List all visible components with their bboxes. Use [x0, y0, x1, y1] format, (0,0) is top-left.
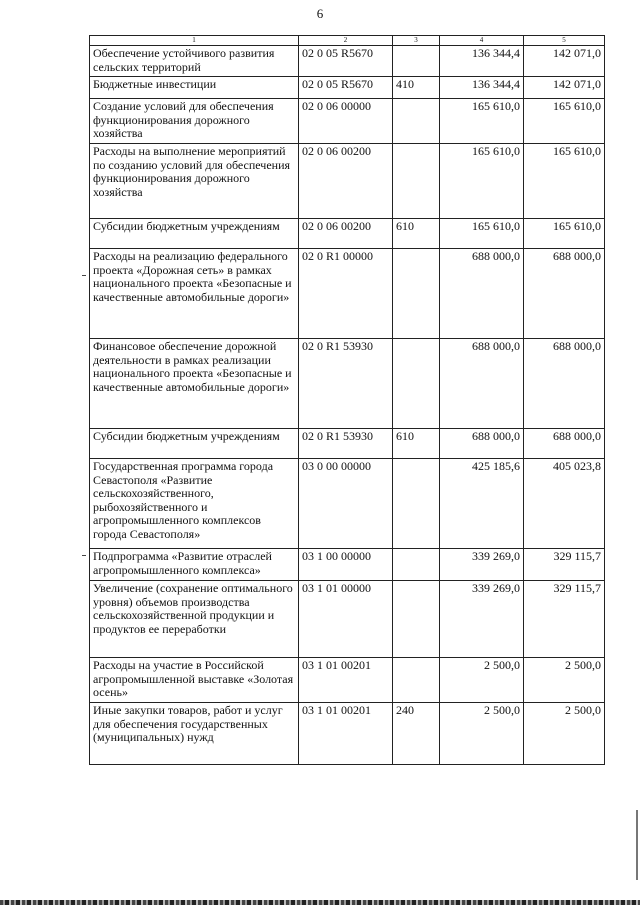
column-header-4: 4 — [440, 36, 524, 46]
expense-type — [393, 46, 440, 77]
amount-year-2: 688 000,0 — [524, 249, 605, 339]
target-code: 02 0 05 R5670 — [299, 46, 393, 77]
expense-type — [393, 549, 440, 581]
amount-year-2: 329 115,7 — [524, 581, 605, 658]
amount-year-1: 2 500,0 — [440, 703, 524, 765]
amount-year-2: 2 500,0 — [524, 703, 605, 765]
amount-year-2: 688 000,0 — [524, 339, 605, 429]
expense-name: Иные закупки товаров, работ и услуг для обеспечения государственных (муниципальных) нужд — [90, 703, 299, 765]
target-code: 03 1 00 00000 — [299, 549, 393, 581]
margin-mark — [82, 275, 86, 276]
amount-year-2: 142 071,0 — [524, 46, 605, 77]
table-row — [90, 459, 605, 549]
table-row — [90, 658, 605, 703]
amount-year-1: 136 344,4 — [440, 77, 524, 99]
target-code: 02 0 06 00000 — [299, 99, 393, 144]
expense-name: Расходы на выполнение мероприятий по созданию условий для обеспечения функционирования дорожного хозяйства — [90, 144, 299, 219]
target-code: 02 0 06 00200 — [299, 144, 393, 219]
amount-year-2: 405 023,8 — [524, 459, 605, 549]
expense-type: 610 — [393, 429, 440, 459]
expense-name: Субсидии бюджетным учреждениям — [90, 219, 299, 249]
table-row — [90, 581, 605, 658]
amount-year-1: 2 500,0 — [440, 658, 524, 703]
expense-name: Обеспечение устойчивого развития сельских территорий — [90, 46, 299, 77]
table-row — [90, 429, 605, 459]
expense-name: Государственная программа города Севастополя «Развитие сельскохозяйственного, рыбохозяйственного и агропромышленного комплексов города Севастополя» — [90, 459, 299, 549]
expense-name: Подпрограмма «Развитие отраслей агропромышленного комплекса» — [90, 549, 299, 581]
amount-year-1: 339 269,0 — [440, 581, 524, 658]
column-header-5: 5 — [524, 36, 605, 46]
column-header-2: 2 — [299, 36, 393, 46]
amount-year-1: 165 610,0 — [440, 144, 524, 219]
table-row — [90, 46, 605, 77]
expense-name: Создание условий для обеспечения функционирования дорожного хозяйства — [90, 99, 299, 144]
column-header-1: 1 — [90, 36, 299, 46]
table-row — [90, 339, 605, 429]
target-code: 02 0 06 00200 — [299, 219, 393, 249]
table-row — [90, 219, 605, 249]
expense-name: Бюджетные инвестиции — [90, 77, 299, 99]
target-code: 03 1 01 00201 — [299, 703, 393, 765]
amount-year-1: 339 269,0 — [440, 549, 524, 581]
target-code: 03 0 00 00000 — [299, 459, 393, 549]
budget-table — [89, 35, 605, 765]
amount-year-2: 688 000,0 — [524, 429, 605, 459]
target-code: 03 1 01 00201 — [299, 658, 393, 703]
expense-type — [393, 99, 440, 144]
expense-type: 610 — [393, 219, 440, 249]
amount-year-2: 2 500,0 — [524, 658, 605, 703]
expense-name: Финансовое обеспечение дорожной деятельности в рамках реализации национального проекта «Безопасные и качественные автомобильные дороги» — [90, 339, 299, 429]
target-code: 02 0 05 R5670 — [299, 77, 393, 99]
table-row — [90, 144, 605, 219]
expense-name: Субсидии бюджетным учреждениям — [90, 429, 299, 459]
target-code: 02 0 R1 53930 — [299, 429, 393, 459]
amount-year-1: 165 610,0 — [440, 219, 524, 249]
amount-year-2: 142 071,0 — [524, 77, 605, 99]
table-row — [90, 249, 605, 339]
amount-year-2: 165 610,0 — [524, 144, 605, 219]
column-header-3: 3 — [393, 36, 440, 46]
page-number: 6 — [316, 6, 324, 21]
expense-type — [393, 339, 440, 429]
expense-name: Увеличение (сохранение оптимального уровня) объемов производства сельскохозяйственной продукции и продуктов ее переработки — [90, 581, 299, 658]
expense-type — [393, 459, 440, 549]
target-code: 02 0 R1 00000 — [299, 249, 393, 339]
table-row — [90, 77, 605, 99]
amount-year-1: 688 000,0 — [440, 249, 524, 339]
amount-year-2: 165 610,0 — [524, 219, 605, 249]
amount-year-1: 136 344,4 — [440, 46, 524, 77]
scan-edge-noise — [0, 900, 640, 905]
margin-mark — [82, 555, 86, 556]
amount-year-1: 688 000,0 — [440, 429, 524, 459]
table-row — [90, 703, 605, 765]
amount-year-1: 165 610,0 — [440, 99, 524, 144]
table-row — [90, 99, 605, 144]
expense-type: 240 — [393, 703, 440, 765]
amount-year-1: 688 000,0 — [440, 339, 524, 429]
expense-type — [393, 581, 440, 658]
expense-type: 410 — [393, 77, 440, 99]
expense-type — [393, 144, 440, 219]
table-row — [90, 549, 605, 581]
expense-name: Расходы на реализацию федерального проекта «Дорожная сеть» в рамках национального проекта «Безопасные и качественные автомобильные дороги» — [90, 249, 299, 339]
target-code: 02 0 R1 53930 — [299, 339, 393, 429]
expense-type — [393, 658, 440, 703]
amount-year-2: 165 610,0 — [524, 99, 605, 144]
scan-edge-mark — [636, 810, 638, 880]
target-code: 03 1 01 00000 — [299, 581, 393, 658]
table-header-row — [90, 36, 605, 46]
amount-year-1: 425 185,6 — [440, 459, 524, 549]
expense-type — [393, 249, 440, 339]
expense-name: Расходы на участие в Российской агропромышленной выставке «Золотая осень» — [90, 658, 299, 703]
amount-year-2: 329 115,7 — [524, 549, 605, 581]
